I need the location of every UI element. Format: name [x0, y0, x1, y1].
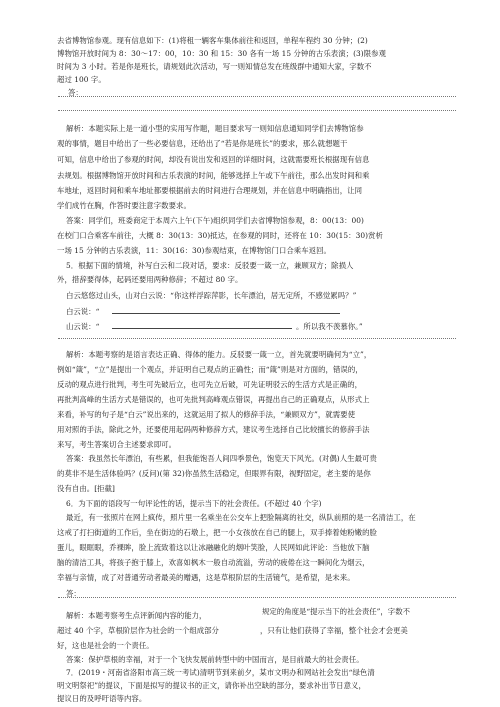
answer-line: [58, 110, 456, 111]
text-line: 来写，考生答案切合主述要求即可。: [57, 440, 177, 449]
answer-line: [58, 338, 456, 339]
text-line: 例如“箴”，“立”是提出一个观点，并证明自己观点的正确性；而“箴”则是对方面的，错误的，: [57, 365, 363, 374]
answer-key-line: 答案：同学们，班委商定于本周六上午(下午)组织同学们去省博物馆参观，8：00(13：00): [66, 216, 364, 225]
answer-label: 答：: [66, 589, 81, 598]
text-line: 学们成竹在胸，作答时要注意字数要求。: [57, 201, 191, 210]
dialogue-line: 白云悠悠过山头，山对白云说：“你这样浮踪萍影，长年漂泊，居无定所，不感觉累吗？”: [66, 291, 357, 300]
text-line: 车地址，返回时间和乘车地址都要根据前去的时间进行合理规划，并在信息中明确指出，让同: [57, 186, 363, 195]
fill-blank-mountain: [112, 322, 292, 329]
text-line: 去规划。根据博物馆开放时间和古乐表演的时间，能够选择上午或下午前往，那么出发时间和乘: [57, 171, 370, 180]
text-line: 的莫非不是生活体验吗？(反问)(第 32)你虽然生活稳定，但眼界有限，视野固定，老主要的是你: [57, 469, 371, 478]
analysis-line: 规定的角度是“提示当下的社会责任”，字数不: [262, 607, 410, 616]
text-line: 明文明祭祀”的提议，下面是拟写的提议书的正文，请你补出空缺的部分，要求补出节日意义，: [57, 681, 366, 690]
text-line: 这戒了打扫街道的工作后，坐在街边的石墩上，把一小女孩放在自己的腿上，双手捧着她粉嫩的脸: [57, 528, 377, 537]
analysis-line: 解析：本题考察的是语言表达正确、得体的能力。反驳要一箴一立，首先就要明确何为“立”，: [66, 350, 372, 359]
dialogue-mountain-label: 山云说：“: [66, 322, 100, 331]
dialogue-mountain-tail: 。所以我不羡慕你。”: [296, 322, 363, 331]
analysis-line: 解析：本题实际上是一道小型的实用写作题，题目要求写一则知信息通知同学们去博物馆参: [66, 124, 364, 133]
text-line: 超过 100 字。: [57, 75, 106, 84]
text-line: 反动的观点进行批判，考生可先破后立，也可先立后破，可先证明驳云的生活方式是正确的，: [57, 380, 363, 389]
text-line: 观的事情，题目中给出了一些必要信息，还给出了“若是你是班长”的要求，那么就想题干: [57, 139, 348, 148]
text-line: 在校门口合乘客车前往，大概 8：30(13：30)抵达，在参观的同时，还将在 10：30(15：30)赏析: [57, 231, 383, 240]
analysis-line: 解析：本题考察考生点评新闻内容的能力，: [66, 611, 207, 620]
answer-label: 答：: [68, 88, 83, 97]
answer-line: [58, 96, 456, 97]
text-line: 蛋儿，眼眶眼，乔裸眸，脸上流致着这以让冰融融化的烟叶笑脸，人民网如此评论：当他放下脑: [57, 543, 370, 552]
answer-line: [58, 597, 456, 598]
text-line: 最近，有一张照片在网上疯传，照片里一名乘坐在公交车上把脸隔离的社交，纵队前照的是一名清洁工，在: [66, 513, 416, 522]
text-line: 去省博物馆参观。现有信息如下：(1)将租一辆客车集体前往和返回，单程车程约 30 分钟；(2): [57, 36, 368, 45]
text-line: 脑的清洁工具，将孩子抱于膝上，欢喜如枫木一般自动流溢，劳动的疲倦在这一瞬间化为烟云，: [57, 558, 370, 567]
text-line: 用对照的手法，除此之外，还要使用起码两种修辞方式，建议考生选择自己比较擅长的修辞手法: [57, 425, 370, 434]
text-line: 博物馆开放时间为 8：30～17：00，10：30 和 15：30 各有一场 15 分钟的古乐表演；(3)限参观: [57, 49, 387, 58]
text-line: 幸福与亲情，成了对普通劳动者最美的赠遇，这是草根阶层的生活镜气，是希望，是未来。: [57, 573, 355, 582]
answer-key-line: 答案：我虽然长年漂泊，有些累，但我能饱吾人间四季景色，饱览天下风光。(对偶)人生最可贵: [66, 454, 377, 463]
question-7-line: 7．(2019・河南省洛阳市高三统一考试)清明节到来前夕，某市文明办和网站社会发出“绿色清: [66, 668, 375, 677]
text-line: 时间为 3 小时。若是你是班长，请规划此次活动，写一则知情总发在班级群中通知大家，字数不: [57, 62, 372, 71]
text-line: 没有自由。[拒截]: [57, 484, 115, 493]
text-line: 外，措辞要得体，起码还要用两种修辞；不超过 80 字。: [57, 275, 243, 284]
text-line: 一场 15 分钟的古乐表演，11：30(16：30)参观结束，在博物馆门口合乘车返回。: [57, 246, 331, 255]
text-line: 可知，信息中给出了参观的时间，却没有说出发和返回的详细时间，这就需要班长根据现有信息: [57, 155, 370, 164]
text-line: ，只有让他们获得了幸福，整个社会才会更美: [260, 626, 408, 635]
dialogue-cloud-label: 白云说：“: [66, 307, 100, 316]
text-line: 来看，补写的句子是“白云”说出来的，这就运用了拟人的修辞手法，“兼顾双方”，就需要使: [57, 410, 356, 419]
text-line: 提议日的及呼吁语等内容。: [57, 694, 147, 703]
text-line: 好，这也是社会的一个责任。: [57, 641, 154, 650]
question-6-line: 6．为下面的语段写一句评论性的话，提示当下的社会责任。(不超过 40 个字): [66, 499, 322, 508]
question-5-line: 5．根据下面的情境，补写白云和二段对话，要求：反驳要一箴一立，兼顾双方；除损人: [66, 261, 354, 270]
text-line: 超过 40 个字，草根阶层作为社会的一个组成部分: [57, 626, 219, 635]
fill-blank-cloud: [112, 307, 340, 314]
text-line: 再批判高峰的生活方式是错误的，也可先批判高峰观点错误，再提出自己的正确观点，从形式上: [57, 395, 370, 404]
answer-key-line: 答案：保护草根的幸福，对于一个飞快发展前转型中的中国而言，是目前最大的社会责任。: [66, 655, 364, 664]
